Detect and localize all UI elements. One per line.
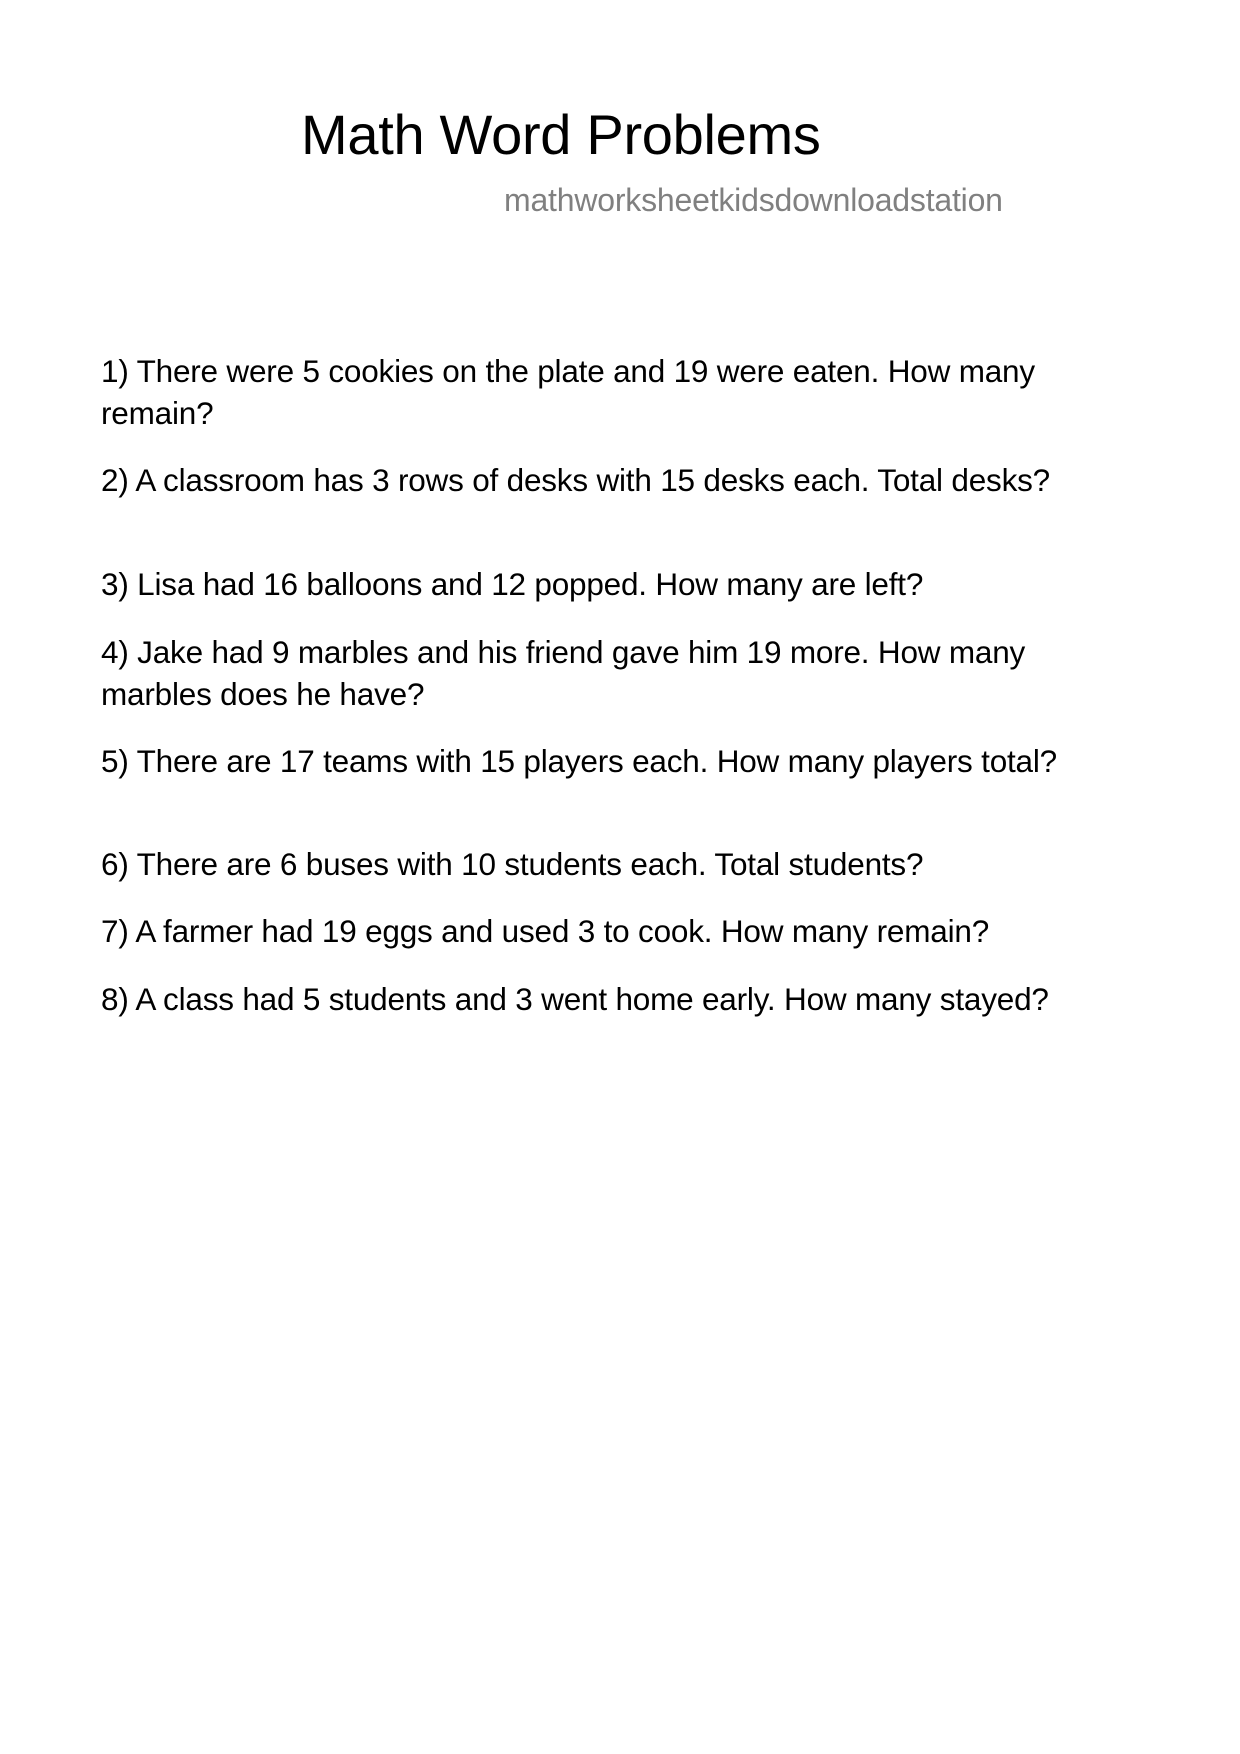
problem-3: 3) Lisa had 16 balloons and 12 popped. How many are left? xyxy=(101,566,924,602)
problem-2: 2) A classroom has 3 rows of desks with 15 desks each. Total desks? xyxy=(101,462,1050,498)
page-title: Math Word Problems xyxy=(301,103,821,166)
problem-4: 4) Jake had 9 marbles and his friend gave him 19 more. How many marbles does he have? xyxy=(101,634,1026,712)
problem-1: 1) There were 5 cookies on the plate and 19 were eaten. How many remain? xyxy=(101,353,1035,431)
problem-8: 8) A class had 5 students and 3 went home early. How many stayed? xyxy=(101,981,1049,1017)
problem-6: 6) There are 6 buses with 10 students each. Total students? xyxy=(101,846,924,882)
problem-7: 7) A farmer had 19 eggs and used 3 to cook. How many remain? xyxy=(101,913,990,949)
problem-5: 5) There are 17 teams with 15 players each. How many players total? xyxy=(101,743,1057,779)
page-subtitle: mathworksheetkidsdownloadstation xyxy=(504,182,1003,218)
